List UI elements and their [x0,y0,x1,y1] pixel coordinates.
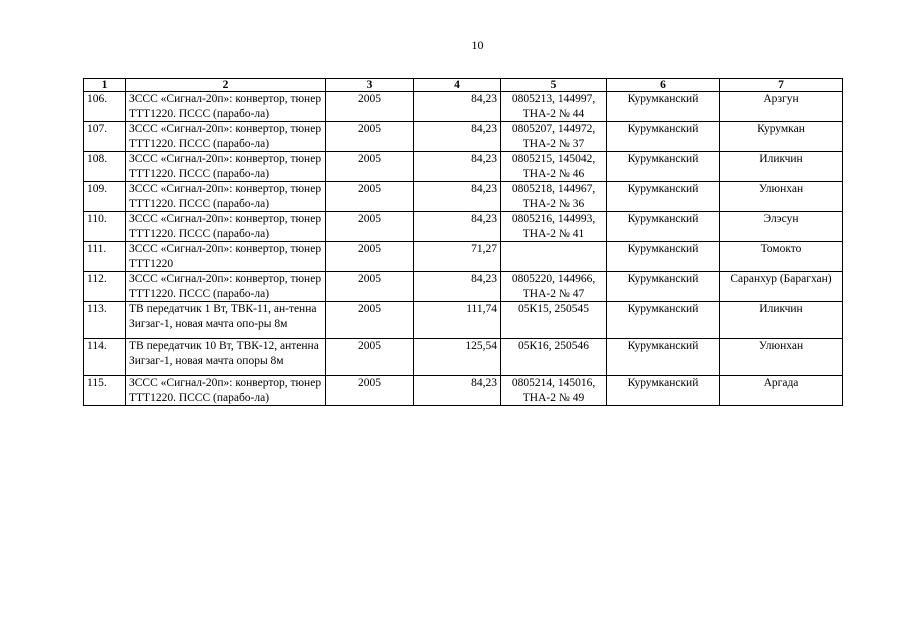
year-cell: 2005 [326,302,414,339]
district-cell: Курумканский [607,212,720,242]
header-col-1: 1 [84,79,126,92]
equipment-name: ТВ передатчик 10 Вт, ТВК-12, антенна Зигзаг-1, новая мачта опоры 8м [126,339,326,376]
cost-cell: 71,27 [414,242,501,272]
table-row [84,152,843,182]
serial-cell: 0805218, 144967, ТНА-2 № 36 [501,182,607,212]
equipment-name: ЗССС «Сигнал-20п»: конвертор, тюнер ТТТ1220. ПССС (парабо-ла) [126,182,326,212]
serial-cell [501,242,607,272]
table-row [84,92,843,122]
cost-cell: 84,23 [414,376,501,406]
table-row [84,212,843,242]
year-cell: 2005 [326,152,414,182]
place-cell: Улюнхан [720,339,843,376]
district-cell: Курумканский [607,182,720,212]
table-row [84,242,843,272]
cost-cell: 111,74 [414,302,501,339]
cost-cell: 84,23 [414,182,501,212]
equipment-name: ЗССС «Сигнал-20п»: конвертор, тюнер ТТТ1220 [126,242,326,272]
place-cell: Томокто [720,242,843,272]
equipment-table [83,78,843,406]
cost-cell: 84,23 [414,212,501,242]
district-cell: Курумканский [607,242,720,272]
district-cell: Курумканский [607,376,720,406]
equipment-name: ЗССС «Сигнал-20п»: конвертор, тюнер ТТТ1220. ПССС (парабо-ла) [126,152,326,182]
equipment-name: ЗССС «Сигнал-20п»: конвертор, тюнер ТТТ1220. ПССС (парабо-ла) [126,122,326,152]
serial-cell: 0805220, 144966, ТНА-2 № 47 [501,272,607,302]
equipment-name: ЗССС «Сигнал-20п»: конвертор, тюнер ТТТ1220. ПССС (парабо-ла) [126,212,326,242]
year-cell: 2005 [326,339,414,376]
equipment-name: ЗССС «Сигнал-20п»: конвертор, тюнер ТТТ1220. ПССС (парабо-ла) [126,272,326,302]
row-number: 106. [84,92,126,122]
header-col-5: 5 [501,79,607,92]
district-cell: Курумканский [607,122,720,152]
district-cell: Курумканский [607,272,720,302]
place-cell: Аргада [720,376,843,406]
header-col-4: 4 [414,79,501,92]
row-number: 108. [84,152,126,182]
row-number: 109. [84,182,126,212]
serial-cell: 0805214, 145016, ТНА-2 № 49 [501,376,607,406]
district-cell: Курумканский [607,339,720,376]
equipment-name: ЗССС «Сигнал-20п»: конвертор, тюнер ТТТ1220. ПССС (парабо-ла) [126,92,326,122]
place-cell: Арзгун [720,92,843,122]
row-number: 112. [84,272,126,302]
header-col-6: 6 [607,79,720,92]
year-cell: 2005 [326,212,414,242]
cost-cell: 84,23 [414,272,501,302]
table-row [84,339,843,376]
table-row [84,182,843,212]
district-cell: Курумканский [607,302,720,339]
header-col-7: 7 [720,79,843,92]
year-cell: 2005 [326,182,414,212]
equipment-name: ТВ передатчик 1 Вт, ТВК-11, ан-тенна Зигзаг-1, новая мачта опо-ры 8м [126,302,326,339]
serial-cell: 0805216, 144993, ТНА-2 № 41 [501,212,607,242]
place-cell: Улюнхан [720,182,843,212]
year-cell: 2005 [326,376,414,406]
district-cell: Курумканский [607,152,720,182]
year-cell: 2005 [326,122,414,152]
serial-cell: 0805215, 145042, ТНА-2 № 46 [501,152,607,182]
cost-cell: 84,23 [414,122,501,152]
cost-cell: 84,23 [414,152,501,182]
place-cell: Иликчин [720,302,843,339]
place-cell: Элэсун [720,212,843,242]
header-col-2: 2 [126,79,326,92]
cost-cell: 84,23 [414,92,501,122]
serial-cell: 05К16, 250546 [501,339,607,376]
header-row [84,79,843,92]
row-number: 113. [84,302,126,339]
place-cell: Саранхур (Барагхан) [720,272,843,302]
place-cell: Иликчин [720,152,843,182]
equipment-name: ЗССС «Сигнал-20п»: конвертор, тюнер ТТТ1220. ПССС (парабо-ла) [126,376,326,406]
row-number: 114. [84,339,126,376]
serial-cell: 05К15, 250545 [501,302,607,339]
header-col-3: 3 [326,79,414,92]
year-cell: 2005 [326,272,414,302]
table-row [84,376,843,406]
place-cell: Курумкан [720,122,843,152]
cost-cell: 125,54 [414,339,501,376]
serial-cell: 0805213, 144997, ТНА-2 № 44 [501,92,607,122]
year-cell: 2005 [326,242,414,272]
table-row [84,122,843,152]
row-number: 115. [84,376,126,406]
row-number: 107. [84,122,126,152]
year-cell: 2005 [326,92,414,122]
table-row [84,272,843,302]
district-cell: Курумканский [607,92,720,122]
row-number: 110. [84,212,126,242]
row-number: 111. [84,242,126,272]
page-number: 10 [471,38,484,52]
serial-cell: 0805207, 144972, ТНА-2 № 37 [501,122,607,152]
table-row [84,302,843,339]
